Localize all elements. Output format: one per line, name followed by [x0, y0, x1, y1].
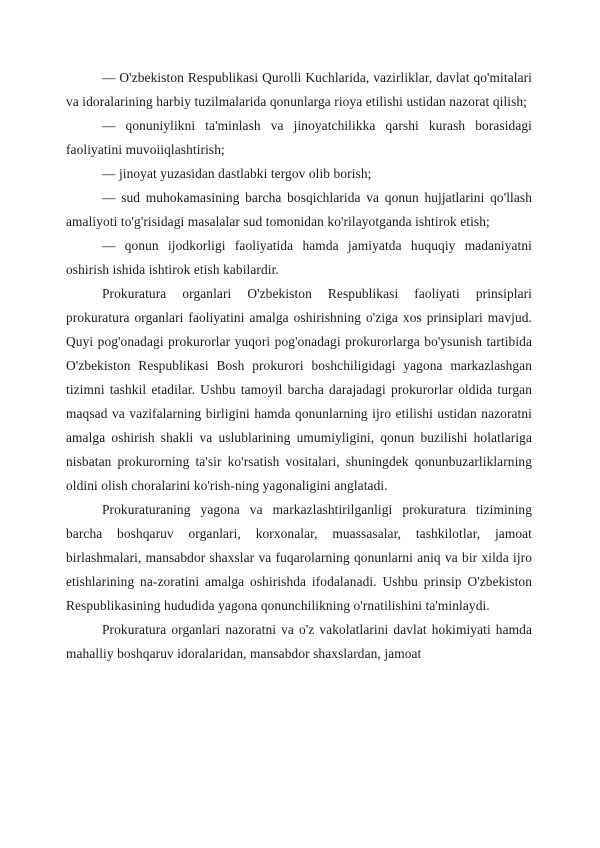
list-item-coordination: — qonuniylikni ta'minlash va jinoyatchilikka qarshi kurash borasidagi faoliyatini muvoiiqlashtirish;	[66, 118, 532, 157]
list-item-lawmaking: — qonun ijodkorligi faoliyatida hamda jamiyatda huquqiy madaniyatni oshirish ishida ishtirok etish kabilardir.	[66, 238, 532, 277]
paragraph-principles: Prokuratura organlari O'zbekiston Respublikasi faoliyati prinsiplari prokuratura organlari faoliyatini amalga oshirishning o'ziga xos prinsiplari mavjud. Quyi pog'onadagi prokurorlar yuqori pog'onadagi prokurorlarga bo'ysunish tartibida O'zbekiston Respublikasi Bosh prokurori boshchiligidagi yagona markazlashgan tizimni tashkil etadilar. Ushbu tamoyil barcha darajadagi prokurorlar oldida turgan maqsad va vazifalarning birligini hamda qonunlarning ijro etilishi ustidan nazoratni amalga oshirish shakli va uslublarining umumiyligini, qonun buzilishi holatlariga nisbatan prokurorning ta'sir ko'rsatish vositalari, shuningdek qonunbuzarliklarning oldini olish choralarini ko'rish-ning yagonaligini anglatadi.	[66, 286, 532, 493]
list-item-court-participation: — sud muhokamasining barcha bosqichlarida va qonun hujjatlarini qo'llash amaliyoti to'g'risidagi masalalar sud tomonidan ko'rilayotganda ishtirok etish;	[66, 190, 532, 229]
list-item-military-oversight: — O'zbekiston Respublikasi Qurolli Kuchlarida, vazirliklar, davlat qo'mitalari va idoralarining harbiy tuzilmalarida qonunlarga rioya etilishi ustidan nazorat qilish;	[66, 70, 532, 109]
paragraph-centralization: Prokuraturaning yagona va markazlashtirilganligi prokuratura tizimining barcha boshqaruv organlari, korxonalar, muassasalar, tashkilotlar, jamoat birlashmalari, mansabdor shaxslar va fuqarolarning qonunlarni aniq va bir xilda ijro etishlarining na-zoratini amalga oshirishda ifodalanadi. Ushbu prinsip O'zbekiston Respublikasining hududida yagona qonunchilikning o'rnatilishini ta'minlaydi.	[66, 502, 532, 613]
document-body	[66, 66, 532, 666]
list-item-investigation: — jinoyat yuzasidan dastlabki tergov olib borish;	[102, 166, 372, 181]
paragraph-independence: Prokuratura organlari nazoratni va o'z vakolatlarini davlat hokimiyati hamda mahalliy boshqaruv idoralaridan, mansabdor shaxslardan, jamoat	[66, 622, 532, 661]
